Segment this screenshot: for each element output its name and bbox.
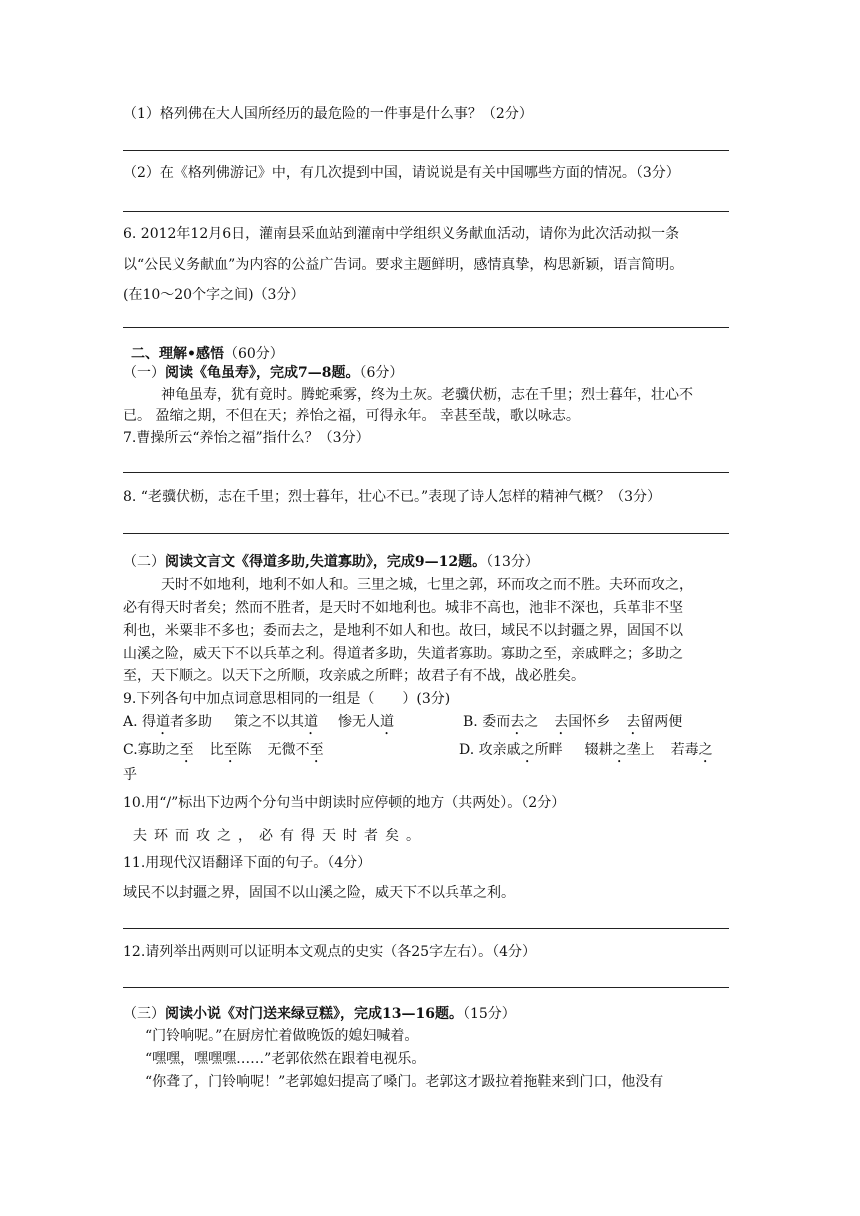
classical-text-line-1: 天时不如地利，地利不如人和。三里之城，七里之郭，环而攻之而不胜。夫环而攻之， (161, 577, 693, 593)
dotted-word: 道 (380, 714, 395, 730)
answer-line (123, 327, 729, 328)
part-1-score: （6分） (359, 365, 404, 381)
dotted-word: 至 (309, 742, 324, 758)
section-2-score: （60分） (223, 346, 284, 362)
section-2-heading (131, 344, 284, 364)
dotted-word: 去 (510, 714, 525, 730)
dotted-word: 之 (520, 742, 535, 758)
answer-line (123, 472, 729, 473)
classical-text-line-3: 利也，米粟非不多也；委而去之，是地利不如人和也。故曰，域民不以封疆之界，固国不以 (123, 623, 683, 639)
dotted-word: 去 (554, 714, 569, 730)
dotted-word: 之 (612, 742, 627, 758)
answer-line (123, 987, 729, 988)
part-2-title: 阅读文言文《得道多助,失道寡助》，完成9—12题。 (165, 554, 487, 570)
question-10-text: 夫环而攻之，必有得天时者矣。 (133, 828, 427, 844)
classical-text-line-4: 山溪之险，威天下不以兵革之利。得道者多助，失道者寡助。寡助之至，亲戚畔之；多助之 (123, 646, 683, 662)
part-2-open: （二） (123, 554, 165, 570)
question-7: 7.曹操所云“养怡之福”指什么？（3分） (123, 430, 370, 446)
answer-line (123, 533, 729, 534)
question-6-line-2: 以“公民义务献血”为内容的公益广告词。要求主题鲜明，感情真挚，构思新颖，语言简明。 (123, 257, 684, 273)
part-3-open: （三） (123, 1006, 165, 1022)
poem-line-2: 已。 盈缩之期，不但在天；养怡之福，可得永年。 幸甚至哉，歌以咏志。 (123, 408, 580, 424)
question-10: 10.用“/”标出下边两个分句当中朗读时应停顿的地方（共两处）。（2分） (123, 795, 566, 811)
question-11: 11.用现代汉语翻译下面的句子。（4分） (123, 855, 372, 871)
story-line-1: “门铃响呢。”在厨房忙着做晚饭的媳妇喊着。 (145, 1028, 419, 1044)
dotted-word: 至 (179, 742, 194, 758)
question-9: 9.下列各句中加点词意思相同的一组是（ ）(3分) (123, 691, 451, 707)
part-2-heading (123, 552, 539, 572)
part-3-score: （15分） (462, 1006, 516, 1022)
answer-line (123, 928, 729, 929)
part-1-title: 阅读《龟虽寿》，完成7—8题。 (165, 365, 360, 381)
part-3-title: 阅读小说《对门送来绿豆糕》，完成13—16题。 (165, 1006, 463, 1022)
classical-text-line-2: 必有得天时者矣；然而不胜者，是天时不如地利也。城非不高也，池非不深也，兵革非不坚 (123, 600, 683, 616)
option-a: A. 得道者多助 策之不以其道 惨无人道 (123, 714, 395, 730)
question-11-text: 域民不以封疆之界，固国不以山溪之险，威天下不以兵革之利。 (123, 885, 515, 901)
question-5-2: （2）在《格列佛游记》中，有几次提到中国，请说说是有关中国哪些方面的情况。（3分） (123, 165, 680, 181)
option-d-continued: 乎 (123, 767, 137, 783)
option-d: D. 攻亲戚之所畔 辍耕之垄上 若毒之 (459, 742, 713, 758)
question-5-1: （1）格列佛在大人国所经历的最危险的一件事是什么事？（2分） (123, 106, 533, 122)
dotted-word: 道 (304, 714, 319, 730)
story-line-3: “你聋了，门铃响呢！”老郭媳妇提高了嗓门。老郭这才趿拉着拖鞋来到门口，他没有 (145, 1074, 664, 1090)
answer-line (123, 211, 729, 212)
section-2-title: 二、理解•感悟 (131, 346, 224, 362)
question-8: 8. “老骥伏枥，志在千里；烈士暮年，壮心不已。”表现了诗人怎样的精神气概？（3分） (123, 489, 662, 505)
question-12: 12.请列举出两则可以证明本文观点的史实（各25字左右）。（4分） (123, 944, 536, 960)
question-6-line-1: 6. 2012年12月6日，灌南县采血站到灌南中学组织义务献血活动，请你为此次活动拟一条 (123, 226, 680, 242)
part-2-score: （13分） (486, 554, 539, 570)
dotted-word: 至 (223, 742, 238, 758)
classical-text-line-5: 至，天下顺之。以天下之所顺，攻亲戚之所畔；故君子有不战，战必胜矣。 (123, 668, 585, 684)
option-b: B. 委而去之 去国怀乡 去留两便 (463, 714, 683, 730)
part-3-heading (123, 1004, 516, 1024)
question-6-line-3: (在10～20个字之间)（3分） (123, 287, 305, 303)
poem-line-1: 神龟虽寿，犹有竟时。腾蛇乘雾，终为土灰。老骥伏枥，志在千里；烈士暮年，壮心不 (161, 387, 693, 403)
option-c: C.寡助之至 比至陈 无微不至 (123, 742, 324, 758)
dotted-word: 道 (156, 714, 171, 730)
story-line-2: “嘿嘿，嘿嘿嘿……”老郭依然在跟着电视乐。 (145, 1051, 426, 1067)
part-1-heading (123, 363, 403, 383)
part-1-open: （一） (123, 365, 165, 381)
dotted-word: 去 (626, 714, 641, 730)
dotted-word: 之 (698, 742, 713, 758)
answer-line (123, 150, 729, 151)
